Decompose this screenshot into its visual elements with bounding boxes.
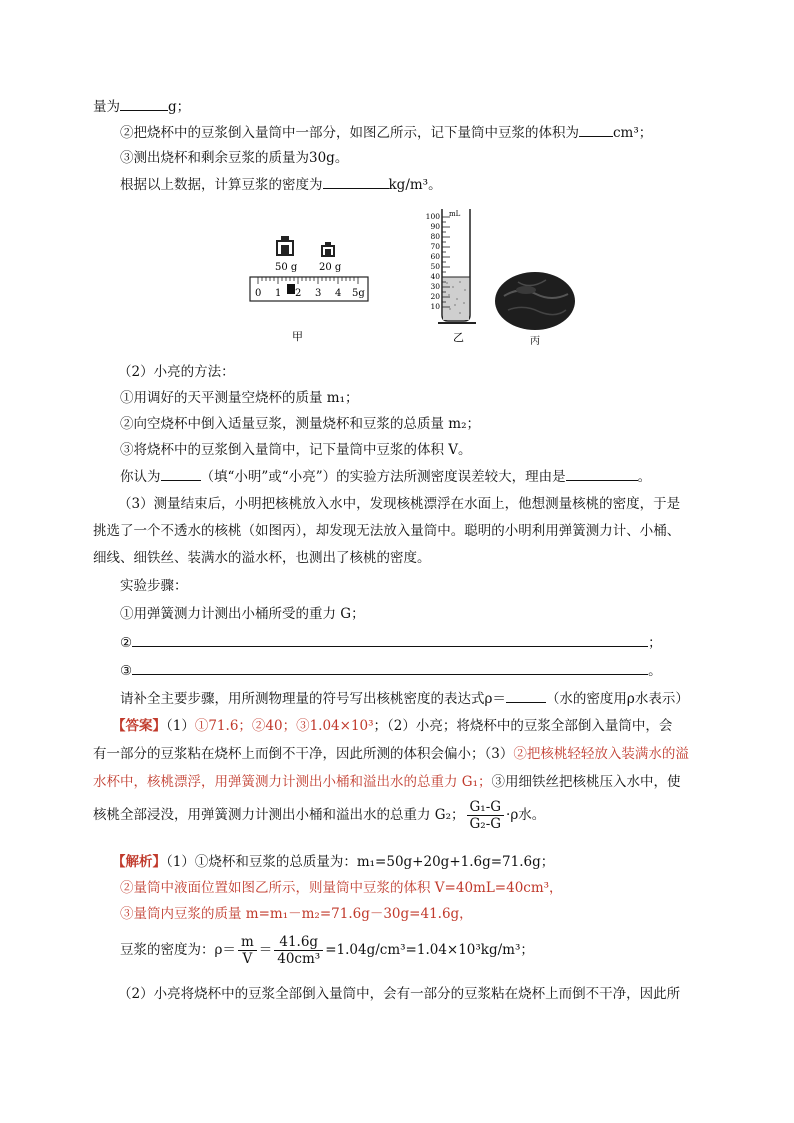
figure-yi <box>420 205 490 347</box>
figure-yi-label: 乙 <box>453 331 464 344</box>
blank <box>132 632 648 647</box>
figure-jia <box>240 232 380 342</box>
fraction-numerator: G₁-G <box>467 799 505 816</box>
line-1 <box>93 96 190 117</box>
fraction-denominator: G₂-G <box>469 816 502 832</box>
text: （填“小明”或“小亮”）的实验方法所测密度误差较大，理由是 <box>200 469 566 485</box>
analysis-tag: 【解析】 <box>112 854 166 870</box>
text: ①71.6；②40；③1.04×10³ <box>194 718 374 734</box>
ruler-tick-4: 4 <box>335 288 342 299</box>
density-line <box>120 930 534 970</box>
line-2 <box>120 122 652 143</box>
text: ③ <box>120 663 133 679</box>
ask-line <box>120 688 689 709</box>
text: ②把核桃轻轻放入装满水的溢 <box>513 746 689 762</box>
text: （1） <box>166 718 195 734</box>
analysis-line-5: （2）小亮将烧杯中的豆浆全部倒入量筒中，会有一部分的豆浆粘在烧杯上而倒不干净，因此所 <box>118 986 681 1002</box>
figure-bing-label: 丙 <box>530 336 540 347</box>
answer-line-4 <box>93 796 545 834</box>
text: 。 <box>648 663 662 679</box>
line-3: ③测出烧杯和剩余豆浆的质量为30g。 <box>120 150 349 166</box>
blank <box>132 660 648 675</box>
cyl-tick-90: 90 <box>430 222 440 231</box>
step-2 <box>120 632 662 653</box>
cyl-tick-30: 30 <box>430 282 440 291</box>
figure-bing <box>490 268 582 348</box>
text: ； <box>648 635 662 651</box>
weight-50g-label: 50 g <box>275 262 298 273</box>
weight-20g-icon <box>322 242 334 256</box>
p3-line-3: 细线、细铁丝、装满水的溢水杯，也测出了核桃的密度。 <box>93 550 431 566</box>
text: 。 <box>637 469 652 485</box>
ruler-tick-3: 3 <box>315 288 322 299</box>
s2-title: （2）小亮的方法： <box>118 364 235 380</box>
weight-50g-icon <box>277 236 293 255</box>
cyl-tick-60: 60 <box>430 252 440 261</box>
answer-line-2 <box>93 744 689 764</box>
density-fraction-2 <box>274 934 323 967</box>
text: ② <box>120 635 133 651</box>
text: 有一部分的豆浆粘在烧杯上而倒不干净，因此所测的体积会偏小 <box>93 746 471 762</box>
p3-line-2: 挑选了一个不透水的核桃（如图丙），却发现无法放入量筒中。聪明的小明利用弹簧测力计、小桶、 <box>93 523 681 539</box>
answer-line-3 <box>93 772 681 792</box>
step-3 <box>120 660 662 681</box>
cylinder-unit: mL <box>449 210 461 218</box>
text: 根据以上数据，计算豆浆的密度为 <box>120 177 323 193</box>
fraction-numerator: 41.6g <box>274 934 323 951</box>
cyl-tick-40: 40 <box>430 272 440 281</box>
blank <box>566 466 638 481</box>
rider-icon <box>287 284 295 294</box>
blank <box>506 688 546 703</box>
text: ·ρ水。 <box>506 807 546 823</box>
text: 请补全主要步骤，用所测物理量的符号写出核桃密度的表达式ρ＝ <box>120 691 506 707</box>
ruler-tick-0: 0 <box>255 288 262 299</box>
cyl-tick-70: 70 <box>430 242 440 251</box>
blank <box>120 96 168 111</box>
blank <box>579 122 613 137</box>
p3-line-1: （3）测量结束后，小明把核桃放入水中，发现核桃漂浮在水面上，他想测量核桃的密度，于是 <box>118 496 681 512</box>
blank <box>161 466 201 481</box>
text: =1.04g/cm³=1.04×10³kg/m³； <box>325 942 534 958</box>
text: 你认为 <box>120 469 161 485</box>
figure-jia-label: 甲 <box>292 330 303 342</box>
analysis-line-2: ②量筒中液面位置如图乙所示，则量筒中豆浆的体积 V=40mL=40cm³， <box>120 880 563 896</box>
cyl-tick-20: 20 <box>430 292 440 301</box>
text: kg/m³。 <box>388 177 442 193</box>
analysis-line-1 <box>112 852 554 872</box>
s2-step-1: ①用调好的天平测量空烧杯的质量 m₁； <box>120 390 359 406</box>
text: ③用细铁丝把核桃压入水中，使 <box>491 774 681 790</box>
cyl-tick-10: 10 <box>430 302 440 311</box>
step-1: ①用弹簧测力计测出小桶所受的重力 G； <box>120 606 365 622</box>
analysis-line-3: ③量筒内豆浆的质量 m=m₁－m₂=71.6g－30g=41.6g， <box>120 906 473 922</box>
text: ＝ <box>258 942 273 958</box>
text: 量为 <box>93 99 120 115</box>
question-line <box>120 466 651 487</box>
ruler-tick-2: 2 <box>295 288 302 299</box>
text: ；（3） <box>471 746 514 762</box>
cyl-tick-100: 100 <box>425 212 440 221</box>
steps-title: 实验步骤： <box>120 578 188 594</box>
text: ②把烧杯中的豆浆倒入量筒中一部分，如图乙所示，记下量筒中豆浆的体积为 <box>120 125 579 141</box>
text: ；（2）小亮；将烧杯中的豆浆全部倒入量筒中，会 <box>373 718 673 734</box>
cyl-tick-50: 50 <box>430 262 440 271</box>
density-fraction-1 <box>238 934 257 967</box>
text: cm³； <box>613 125 653 141</box>
text: 核桃全部浸没，用弹簧测力计测出小桶和溢出水的总重力 G₂； <box>93 807 465 823</box>
text: （1）①烧杯和豆浆的总质量为：m₁=50g+20g+1.6g=71.6g； <box>166 854 555 870</box>
answer-fraction <box>467 799 505 832</box>
s2-step-2: ②向空烧杯中倒入适量豆浆，测量烧杯和豆浆的总质量 m₂； <box>120 416 481 432</box>
cyl-tick-80: 80 <box>430 232 440 241</box>
answer-line-1 <box>112 716 672 736</box>
ruler-tick-5: 5g <box>352 288 365 299</box>
line-4 <box>120 174 442 195</box>
fraction-denominator: 40cm³ <box>277 951 321 967</box>
text: 水杯中，核桃漂浮，用弹簧测力计测出小桶和溢出水的总重力 G₁； <box>93 774 492 790</box>
s2-step-3: ③将烧杯中的豆浆倒入量筒中，记下量筒中豆浆的体积 V。 <box>120 442 472 458</box>
weight-20g-label: 20 g <box>319 262 342 273</box>
text: （水的密度用ρ水表示） <box>545 691 689 707</box>
text: g； <box>168 99 191 115</box>
ruler-tick-1: 1 <box>275 288 282 299</box>
walnut-icon <box>495 272 575 330</box>
blank <box>323 174 389 189</box>
text: 豆浆的密度为：ρ＝ <box>120 942 236 958</box>
answer-tag: 【答案】 <box>112 718 166 734</box>
fraction-numerator: m <box>238 934 257 951</box>
fraction-denominator: V <box>242 951 253 967</box>
